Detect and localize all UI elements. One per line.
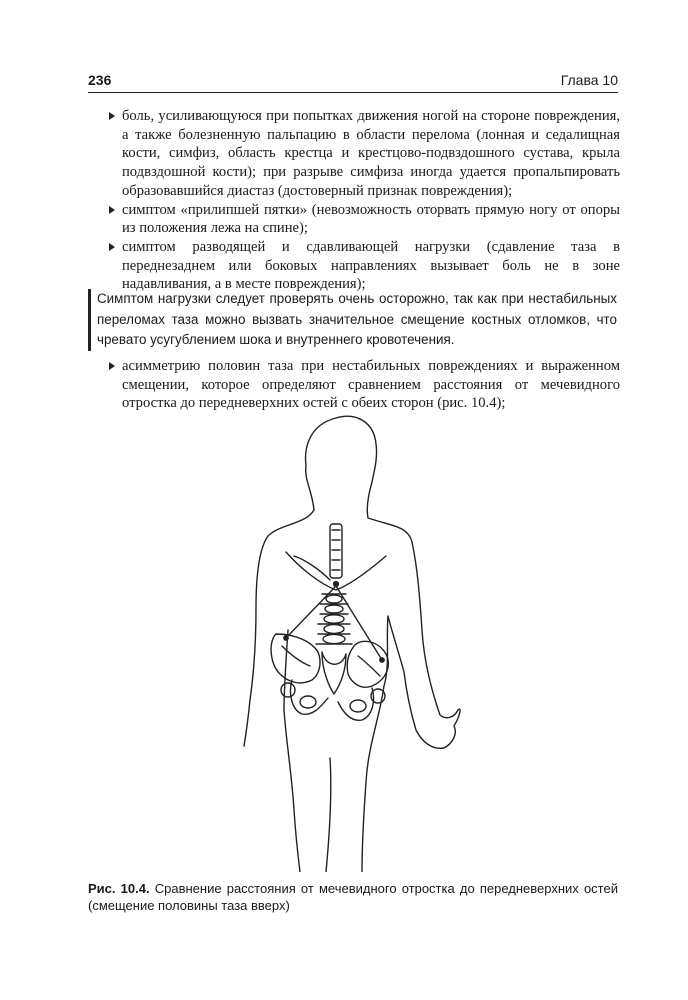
bullet-triangle-icon: [109, 362, 115, 370]
list-item-text: симптом «прилипшей пятки» (невозможность оторвать прямую ногу от опоры из положения лежа на спине);: [122, 201, 620, 237]
bullet-list-top: [108, 107, 620, 294]
bullet-triangle-icon: [109, 243, 115, 251]
figure-10-4: [196, 410, 496, 872]
list-item-text: боль, усиливающуюся при попытках движения ногой на стороне повреждения, а также болезненную пальпацию в области перелома (лонная и седалищная кости, симфиз, область крестца и крестцово-подвздошного сустава, крыла подвздошной кости); при разрыве симфиза иногда удается пропальпировать образовавшийся диастаз (достоверный признак повреждения);: [122, 108, 620, 199]
figure-label: Рис. 10.4.: [88, 881, 150, 896]
page-number: 236: [88, 72, 112, 88]
list-item-text: симптом разводящей и сдавливающей нагрузки (сдавление таза в переднезаднем или боковых направлениях вызывает боль не в зоне надавливания, а в месте повреждения);: [122, 238, 620, 293]
warning-note: Симптом нагрузки следует проверять очень осторожно, так как при нестабильных переломах таза можно вызвать значительное смещение костных отломков, что чревато усугублением шока и внутреннего кровотечения.: [88, 289, 617, 351]
human-torso-pelvis-icon: [196, 410, 496, 872]
page-header: [88, 70, 618, 93]
bullet-list-bottom: [108, 357, 620, 413]
figure-caption: [88, 881, 618, 914]
list-item: [108, 357, 620, 413]
list-item: [108, 201, 620, 238]
list-item: [108, 107, 620, 201]
list-item-text: асимметрию половин таза при нестабильных повреждениях и выраженном смещении, которое определяют сравнением расстояния от мечевидного отростка до передневерхних остей с обеих сторон (рис. 10.4);: [122, 358, 620, 412]
chapter-title: Глава 10: [560, 72, 618, 88]
bullet-triangle-icon: [109, 112, 115, 120]
bullet-triangle-icon: [109, 206, 115, 214]
list-item: [108, 238, 620, 294]
figure-caption-text: Сравнение расстояния от мечевидного отростка до передневерхних остей (смещение половины таза вверх): [88, 881, 618, 913]
